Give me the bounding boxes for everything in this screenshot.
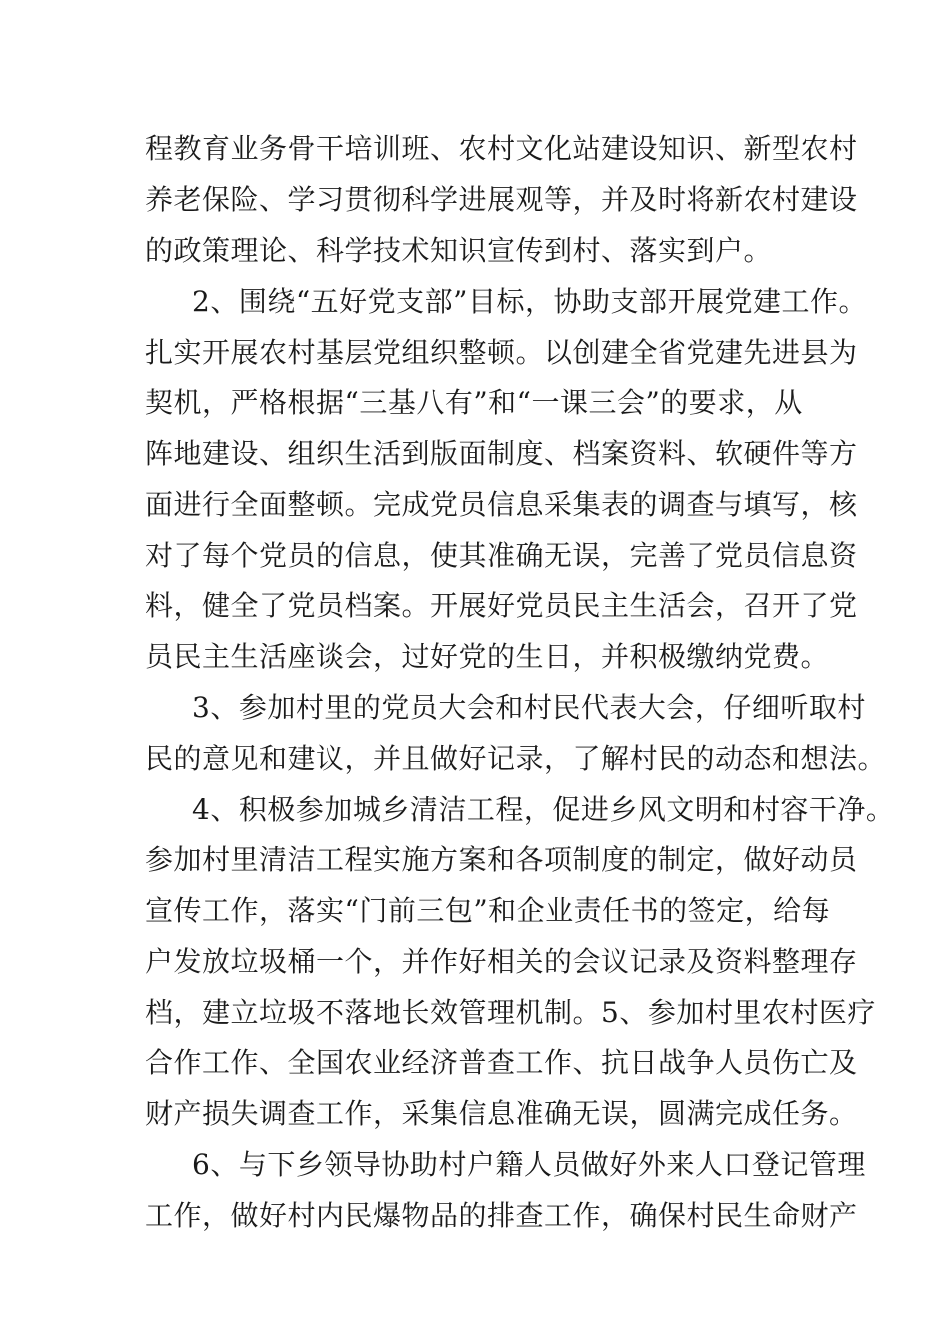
text-line: 档，建立垃圾不落地长效管理机制。5、参加村里农村医疗 xyxy=(145,996,876,1029)
text-line: 料，健全了党员档案。开展好党员民主生活会，召开了党 xyxy=(145,589,858,622)
paragraph-start-line: 3、参加村里的党员大会和村民代表大会，仔细听取村 xyxy=(192,691,866,724)
text-line: 财产损失调查工作，采集信息准确无误，圆满完成任务。 xyxy=(145,1097,858,1130)
text-line: 工作，做好村内民爆物品的排查工作，确保村民生命财产 xyxy=(145,1199,858,1232)
text-line: 宣传工作，落实“门前三包”和企业责任书的签定，给每 xyxy=(145,894,831,927)
paragraph-start-line: 4、积极参加城乡清洁工程，促进乡风文明和村容干净。 xyxy=(192,793,895,826)
paragraph-start-line: 6、与下乡领导协助村户籍人员做好外来人口登记管理 xyxy=(192,1148,866,1181)
text-line: 合作工作、全国农业经济普查工作、抗日战争人员伤亡及 xyxy=(145,1046,858,1079)
text-line: 面进行全面整顿。完成党员信息采集表的调查与填写，核 xyxy=(145,488,858,521)
text-line: 民的意见和建议，并且做好记录，了解村民的动态和想法。 xyxy=(145,742,887,775)
text-line: 扎实开展农村基层党组织整顿。以创建全省党建先进县为 xyxy=(145,336,858,369)
text-line: 对了每个党员的信息，使其准确无误，完善了党员信息资 xyxy=(145,539,858,572)
text-line: 的政策理论、科学技术知识宣传到村、落实到户。 xyxy=(145,234,773,267)
paragraph-start-line: 2、围绕“五好党支部”目标，协助支部开展党建工作。 xyxy=(192,285,867,318)
text-line: 员民主生活座谈会，过好党的生日，并积极缴纳党费。 xyxy=(145,640,830,673)
text-line: 阵地建设、组织生活到版面制度、档案资料、软硬件等方 xyxy=(145,437,858,470)
text-line: 户发放垃圾桶一个，并作好相关的会议记录及资料整理存 xyxy=(145,945,858,978)
text-line: 参加村里清洁工程实施方案和各项制度的制定，做好动员 xyxy=(145,843,858,876)
text-line: 程教育业务骨干培训班、农村文化站建设知识、新型农村 xyxy=(145,132,858,165)
text-line: 契机，严格根据“三基八有”和“一课三会”的要求，从 xyxy=(145,386,803,419)
text-line: 养老保险、学习贯彻科学进展观等，并及时将新农村建设 xyxy=(145,183,858,216)
